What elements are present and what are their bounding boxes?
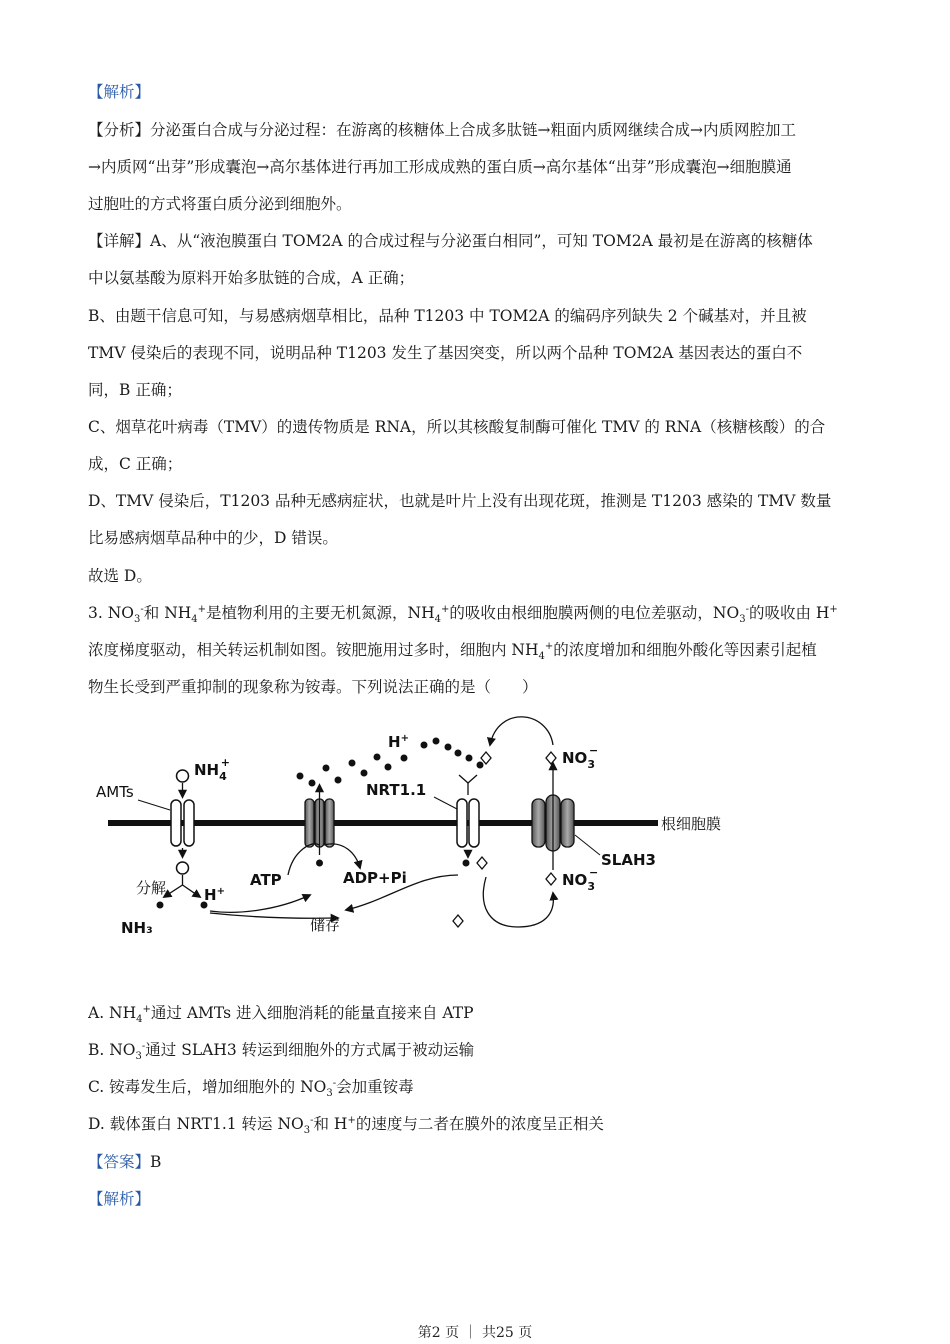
atp-label: ATP — [250, 871, 282, 889]
option-a-text: A. NH — [88, 1004, 137, 1022]
option-c-text: C. 铵毒发生后，增加细胞外的 NO — [88, 1078, 327, 1096]
nrt-h-dot — [463, 860, 470, 867]
jiexi-tag: 【解析】 — [88, 83, 151, 101]
analysis-2-heading — [88, 1189, 878, 1209]
no3-out-label — [562, 744, 598, 771]
xiangjie-line-c1: C、烟草花叶病毒（TMV）的遗传物质是 RNA，所以其核酸复制酶可催化 TMV 的 RNA（核糖核酸）的合 — [88, 418, 826, 436]
h-sup: + — [216, 886, 225, 897]
h-outside-label — [388, 733, 409, 751]
superscript: + — [829, 603, 838, 615]
pump-h-dot — [316, 860, 323, 867]
no3-in-text: NO — [562, 871, 588, 889]
h-out-text: H — [388, 733, 401, 751]
subscript: 4 — [538, 651, 545, 660]
no3-out-text: NO — [562, 749, 588, 767]
page-footer: 第2 页 ｜ 共25 页 — [417, 1325, 533, 1341]
superscript: - — [140, 603, 144, 615]
superscript: - — [332, 1077, 337, 1089]
no3-out-sup: − — [588, 744, 599, 757]
subscript: 4 — [434, 614, 442, 623]
split-to-h — [183, 885, 201, 897]
nh4-text: NH — [194, 761, 220, 779]
amts-label: AMTs — [96, 783, 134, 801]
nrt-no3-diamond — [477, 857, 487, 869]
xiangjie-tag: 【详解】 — [88, 232, 151, 250]
xiangjie-line-a1 — [88, 231, 878, 251]
xiangjie-a1: A、从“液泡膜蛋白 TOM2A 的合成过程与分泌蛋白相同”，可知 TOM2A 最初是在游离的核糖体 — [150, 232, 813, 250]
nh4-sup: + — [220, 756, 230, 769]
option-d-text: 的速度与二者在膜外的浓度呈正相关 — [355, 1115, 604, 1133]
subscript: 4 — [191, 614, 198, 623]
subscript: 3 — [303, 1125, 311, 1134]
nrt11-transporter — [457, 775, 479, 857]
option-c — [88, 1077, 878, 1097]
xiangjie-line-d1: D、TMV 侵染后，T1203 品种无感病症状，也就是叶片上没有出现花斑，推测是 T1203 感染的 TMV 数量 — [88, 492, 832, 510]
q3-text: 的浓度增加和细胞外酸化等因素引起植 — [553, 641, 817, 659]
fenxi-tag: 【分析】 — [88, 121, 151, 139]
nh4-symbol-inside — [177, 862, 189, 874]
option-c-text: 会加重铵毒 — [336, 1078, 414, 1096]
nrt11-label: NRT1.1 — [366, 781, 427, 799]
q3-text: 和 NH — [143, 604, 192, 622]
option-a — [88, 1003, 878, 1023]
h-out-sup: + — [400, 733, 409, 744]
answer-line — [88, 1152, 878, 1172]
fenxi-line-1 — [88, 120, 878, 140]
superscript: + — [544, 640, 554, 652]
nh3-label: NH₃ — [121, 919, 153, 937]
h-label — [204, 886, 225, 904]
question-3-line-2 — [88, 640, 878, 660]
slah3-channel — [532, 763, 574, 870]
slah3-no3-in-diamond — [546, 873, 556, 885]
answer-value: B — [150, 1153, 162, 1171]
fenxi-text-1: 分泌蛋白合成与分泌过程：在游离的核糖体上合成多肽链→粗面内质网继续合成→内质网腔加工 — [150, 121, 796, 139]
nh4-label — [194, 756, 230, 783]
split-to-nh3 — [164, 885, 183, 897]
xiangjie-line-a2: 中以氨基酸为原料开始多肽链的合成，A 正确； — [88, 269, 415, 287]
analysis-heading — [88, 82, 878, 102]
option-a-text: 通过 AMTs 进入细胞消耗的能量直接来自 ATP — [150, 1004, 474, 1022]
q3-text: 浓度梯度驱动，相关转运机制如图。铵肥施用过多时，细胞内 NH — [88, 641, 539, 659]
subscript: 3 — [326, 1088, 333, 1097]
xiangjie-line-b3: 同，B 正确； — [88, 381, 182, 399]
storage-no3-diamond — [453, 915, 463, 927]
subscript: 4 — [136, 1014, 143, 1023]
xiangjie-line-b2: TMV 侵染后的表现不同，说明品种 T1203 发生了基因突变，所以两个品种 TOM2A 基因表达的蛋白不 — [88, 344, 803, 362]
nh3-dot — [157, 902, 164, 909]
no3-in-sub: 3 — [587, 880, 595, 893]
superscript: - — [745, 603, 749, 615]
slah3-no3-out-diamond — [546, 752, 556, 764]
subscript: 3 — [134, 614, 141, 623]
superscript: - — [310, 1114, 314, 1126]
nh4-sub: 4 — [219, 770, 227, 783]
option-b-text: 通过 SLAH3 转运到细胞外的方式属于被动运输 — [145, 1041, 475, 1059]
fenxi-line-2: →内质网“出芽”形成囊泡→高尔基体进行再加工形成成熟的蛋白质→高尔基体“出芽”形成囊泡→细胞膜通 — [88, 158, 792, 176]
ammonium-nitrate-transport-diagram — [88, 705, 788, 945]
h-to-pump-arrow — [210, 895, 310, 912]
superscript: - — [141, 1040, 146, 1052]
superscript: + — [347, 1114, 356, 1126]
q3-text: 是植物利用的主要无机氮源，NH — [206, 604, 435, 622]
atp-arrow-in — [288, 844, 319, 875]
subscript: 3 — [739, 614, 746, 623]
bottom-cycle-arrow — [483, 877, 553, 927]
adp-label: ADP+Pi — [343, 869, 407, 887]
q3-text: 3. NO — [88, 604, 134, 622]
slah3-label: SLAH3 — [601, 851, 656, 869]
superscript: + — [197, 603, 207, 615]
q3-text: 的吸收由根细胞膜两侧的电位差驱动，NO — [449, 604, 740, 622]
amts-pointer — [138, 800, 170, 810]
no3-in-sup: − — [588, 866, 599, 879]
h-text: H — [204, 886, 217, 904]
option-b — [88, 1040, 878, 1060]
decompose-label: 分解 — [136, 879, 167, 897]
xiangjie-line-b1: B、由题干信息可知，与易感病烟草相比，品种 T1203 中 TOM2A 的编码序列缺失 2 个碱基对，并且被 — [88, 307, 807, 325]
xiangjie-line-d2: 比易感病烟草品种中的少，D 错误。 — [88, 529, 338, 547]
question-3-line-1 — [88, 603, 878, 623]
q3-text: 的吸收由 H — [748, 604, 830, 622]
membrane-label: 根细胞膜 — [661, 815, 722, 833]
xiangjie-line-c2: 成，C 正确； — [88, 455, 183, 473]
no3-in-label — [562, 866, 598, 893]
superscript: + — [142, 1003, 151, 1015]
jiexi-tag-2: 【解析】 — [88, 1190, 151, 1208]
nrt11-pointer — [434, 797, 457, 809]
option-b-text: B. NO — [88, 1041, 136, 1059]
slah3-pointer — [575, 835, 600, 855]
option-d — [88, 1114, 878, 1134]
outside-no3-diamond — [481, 752, 491, 764]
storage-label: 储存 — [310, 916, 341, 934]
no3-out-sub: 3 — [587, 758, 595, 771]
conclusion-line: 故选 D。 — [88, 567, 152, 585]
question-3-line-3: 物生长受到严重抑制的现象称为铵毒。下列说法正确的是（ ） — [88, 678, 538, 696]
option-d-text: D. 载体蛋白 NRT1.1 转运 NO — [88, 1115, 304, 1133]
fenxi-line-3: 过胞吐的方式将蛋白质分泌到细胞外。 — [88, 195, 352, 213]
subscript: 3 — [135, 1051, 142, 1060]
option-d-text: 和 H — [313, 1115, 348, 1133]
answer-tag: 【答案】 — [88, 1153, 151, 1171]
top-cycle-arrow — [490, 717, 553, 745]
nh4-symbol-outside — [177, 770, 189, 782]
superscript: + — [441, 603, 450, 615]
